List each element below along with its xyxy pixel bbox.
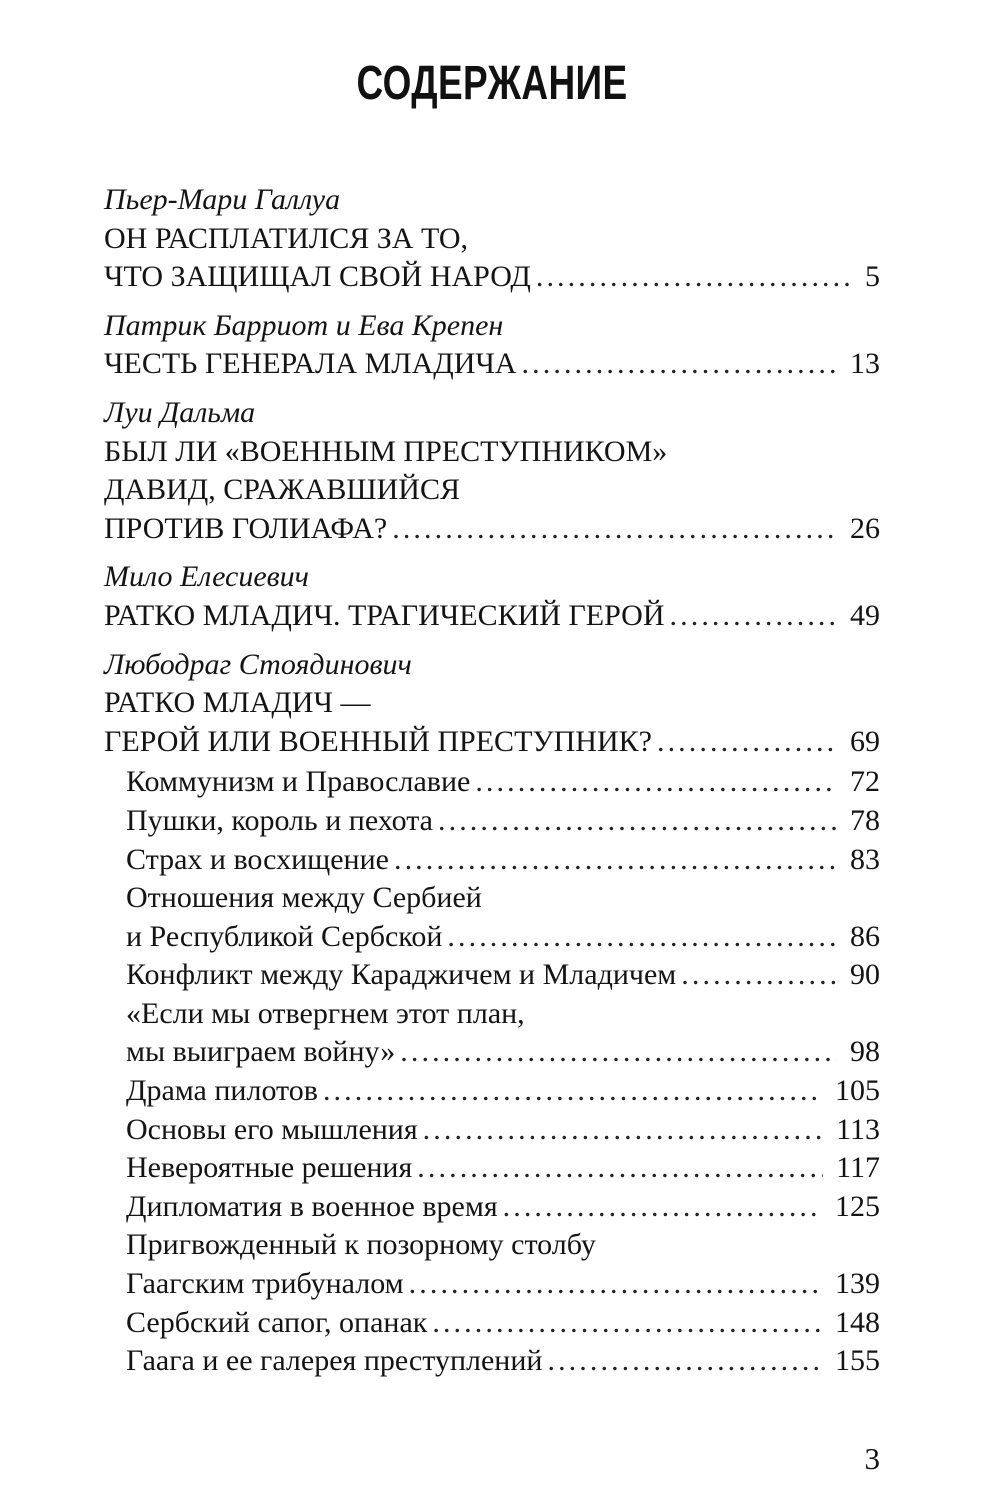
dot-leader xyxy=(400,1033,837,1072)
dot-leader xyxy=(547,1342,822,1381)
toc-page-ref: 125 xyxy=(835,1189,880,1223)
toc-title-line xyxy=(104,597,880,636)
dot-leader xyxy=(503,1188,822,1227)
dot-leader xyxy=(323,1072,822,1111)
toc-page-ref: 117 xyxy=(836,1151,880,1185)
page-number: 3 xyxy=(864,1441,880,1476)
toc-subentry-text: Дипломатия в военное время xyxy=(126,1189,498,1223)
toc-subentry xyxy=(104,841,880,880)
toc-subentry xyxy=(104,1188,880,1227)
dot-leader xyxy=(394,841,837,880)
toc-title-text: РАТКО МЛАДИЧ — xyxy=(104,686,371,720)
toc-author: Мило Елесиевич xyxy=(104,560,309,594)
toc-subentry-text: Пригвожденный к позорному столбу xyxy=(126,1228,596,1262)
toc-page-ref: 86 xyxy=(850,919,880,953)
toc-page-ref: 98 xyxy=(850,1035,880,1069)
dot-leader xyxy=(522,345,837,384)
toc-entry xyxy=(104,646,880,762)
toc-subentry-text: «Если мы отвергнем этот план, xyxy=(126,996,525,1030)
toc-page-ref: 148 xyxy=(835,1305,880,1339)
toc-subentry-line xyxy=(126,1072,880,1111)
toc-title-text: ЧЕСТЬ ГЕНЕРАЛА МЛАДИЧА xyxy=(104,347,517,381)
toc-author: Патрик Барриот и Ева Крепен xyxy=(104,308,504,342)
toc-page-ref: 72 xyxy=(850,765,880,799)
dot-leader xyxy=(438,802,837,841)
toc-subentry-line xyxy=(126,918,880,957)
toc-subentry-line xyxy=(126,995,880,1034)
toc-subentry xyxy=(104,802,880,841)
toc-title-line xyxy=(104,258,880,297)
toc-page-ref: 83 xyxy=(850,842,880,876)
toc-author: Любодраг Стоядинович xyxy=(104,647,412,681)
toc-subentry-line xyxy=(126,1149,880,1188)
toc-subentry xyxy=(104,1226,880,1303)
toc-subentry-text: Основы его мышления xyxy=(126,1112,418,1146)
toc-subentry-line xyxy=(126,1342,880,1381)
dot-leader xyxy=(475,763,837,802)
toc-subentry-line xyxy=(126,956,880,995)
toc-title-text: РАТКО МЛАДИЧ. ТРАГИЧЕСКИЙ ГЕРОЙ xyxy=(104,598,665,632)
toc-title-line xyxy=(104,723,880,762)
toc-entry xyxy=(104,558,880,635)
toc-subentry-text: Пушки, король и пехота xyxy=(126,803,433,837)
dot-leader xyxy=(447,918,837,957)
toc-subentry xyxy=(104,995,880,1072)
toc-subentry-line xyxy=(126,1226,880,1265)
toc-subentry-text: Гаагским трибуналом xyxy=(126,1267,404,1301)
dot-leader xyxy=(392,510,837,549)
toc-subentry-text: и Республикой Сербской xyxy=(126,919,443,953)
toc-subentry xyxy=(104,956,880,995)
toc-subentry-line xyxy=(126,1188,880,1227)
toc-title-text: ОН РАСПЛАТИЛСЯ ЗА ТО, xyxy=(104,221,469,255)
toc-subentry xyxy=(104,1149,880,1188)
page-title xyxy=(104,58,880,110)
toc-subentry xyxy=(104,1111,880,1150)
toc-page-ref: 90 xyxy=(850,958,880,992)
toc-title-line xyxy=(104,345,880,384)
toc-page-ref: 113 xyxy=(836,1112,880,1146)
toc-author: Луи Дальма xyxy=(104,395,256,429)
toc-subentry xyxy=(104,879,880,956)
toc-subentry-text: Невероятные решения xyxy=(126,1151,413,1185)
toc-page-ref: 155 xyxy=(835,1344,880,1378)
toc-subentry-text: мы выиграем войну» xyxy=(126,1035,396,1069)
toc-title-line xyxy=(104,433,880,472)
page-title-text: СОДЕРЖАНИЕ xyxy=(356,57,628,110)
toc-page-ref: 105 xyxy=(835,1074,880,1108)
toc-subentry-line xyxy=(126,1033,880,1072)
toc-subentry-line xyxy=(126,1304,880,1343)
toc-list xyxy=(104,181,880,761)
toc-page-ref: 5 xyxy=(865,260,880,294)
toc-subentry-text: Коммунизм и Православие xyxy=(126,765,471,799)
toc-subentry-line xyxy=(126,802,880,841)
toc-subentry xyxy=(104,1072,880,1111)
toc-subentry-text: Сербский сапог, опанак xyxy=(126,1305,428,1339)
toc-title-line xyxy=(104,471,880,510)
toc-subentry-text: Отношения между Сербией xyxy=(126,881,482,915)
toc-subentry-text: Гаага и ее галерея преступлений xyxy=(126,1344,543,1378)
dot-leader xyxy=(432,1304,822,1343)
toc-title-line xyxy=(104,684,880,723)
toc-author: Пьер-Мари Галлуа xyxy=(104,183,341,216)
toc-title-text: БЫЛ ЛИ «ВОЕННЫМ ПРЕСТУПНИКОМ» xyxy=(104,434,668,468)
dot-leader xyxy=(670,597,837,636)
toc-title-text: ДАВИД, СРАЖАВШИЙСЯ xyxy=(104,473,460,507)
toc-subentry-line xyxy=(126,841,880,880)
toc-title-line xyxy=(104,220,880,259)
toc-page-ref: 139 xyxy=(835,1267,880,1301)
toc-subentry-line xyxy=(126,1111,880,1150)
toc-subentry-text: Драма пилотов xyxy=(126,1074,318,1108)
toc-subentry-line xyxy=(126,1265,880,1304)
toc-title-text: ПРОТИВ ГОЛИАФА? xyxy=(104,511,388,545)
dot-leader xyxy=(657,723,837,762)
toc-subentry xyxy=(104,1342,880,1381)
dot-leader xyxy=(417,1149,823,1188)
toc-entry xyxy=(104,394,880,548)
toc-entry xyxy=(104,181,880,297)
toc-entry xyxy=(104,307,880,384)
toc-sublist xyxy=(104,763,880,1381)
toc-page-ref: 78 xyxy=(850,803,880,837)
toc-subentry xyxy=(104,763,880,802)
dot-leader xyxy=(409,1265,822,1304)
dot-leader xyxy=(681,956,837,995)
toc-content xyxy=(104,181,880,1381)
toc-subentry-text: Страх и восхищение xyxy=(126,842,389,876)
dot-leader xyxy=(536,258,852,297)
toc-subentry-text: Конфликт между Караджичем и Младичем xyxy=(126,958,677,992)
toc-page-ref: 69 xyxy=(850,724,880,758)
toc-title-text: ГЕРОЙ ИЛИ ВОЕННЫЙ ПРЕСТУПНИК? xyxy=(104,724,652,758)
toc-page-ref: 49 xyxy=(850,598,880,632)
toc-page-ref: 26 xyxy=(850,511,880,545)
toc-title-line xyxy=(104,510,880,549)
toc-subentry-line xyxy=(126,763,880,802)
toc-title-text: ЧТО ЗАЩИЩАЛ СВОЙ НАРОД xyxy=(104,260,531,294)
toc-subentry-line xyxy=(126,879,880,918)
toc-page-ref: 13 xyxy=(850,347,880,381)
dot-leader xyxy=(423,1111,823,1150)
toc-subentry xyxy=(104,1304,880,1343)
